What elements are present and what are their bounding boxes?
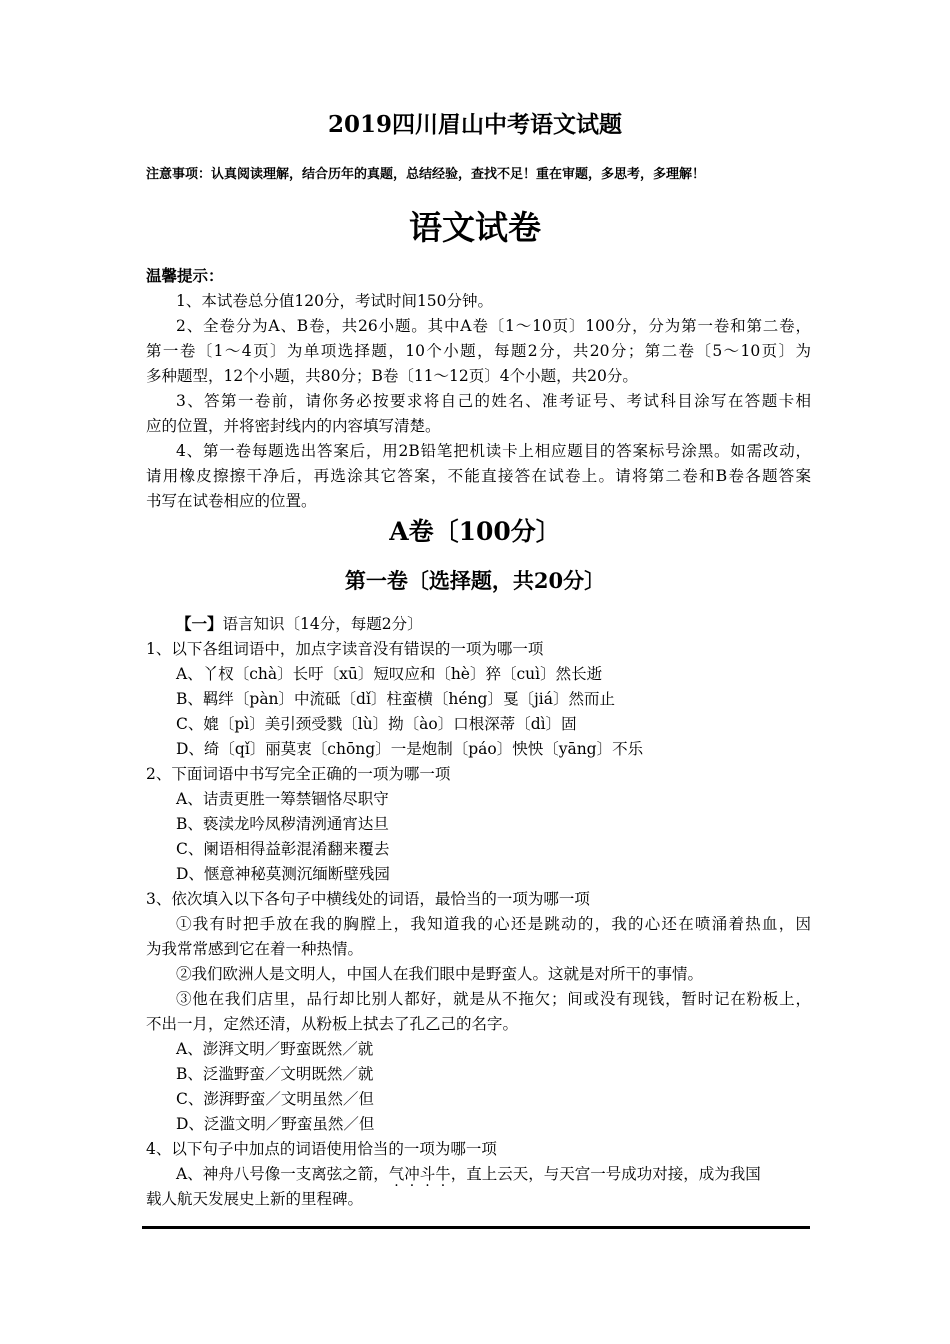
paper-title: 语文试卷 [409,208,541,247]
dotted-char: 斗 [419,1165,436,1183]
tips-heading: 温馨提示： [146,266,224,285]
tip-4-line-1: 4、第一卷每题选出答案后，用2B铅笔把机读卡上相应题目的答案标号涂黑。如需改动， [176,442,811,460]
q2-option-d: D、惬意神秘莫测沉缅断壁残园 [176,865,390,883]
q4-option-a-line-1 [176,1164,811,1184]
q1-option-b: B、羁绊〔pàn〕中流砥〔dǐ〕柱蛮横〔héng〕戛〔jiá〕然而止 [176,690,615,708]
dotted-char: 气 [388,1165,405,1183]
q3-sentence-3-line-2: 不出一月，定然还清，从粉板上拭去了孔乙己的名字。 [146,1015,519,1033]
q4-option-a-line-2: 载人航天发展史上新的里程碑。 [146,1190,364,1208]
page-footer-rule [142,1226,810,1229]
q3-option-b: B、泛滥野蛮／文明既然／就 [176,1065,374,1083]
tip-2-line-1: 2、全卷分为A、B卷，共26小题。其中A卷〔1～10页〕100分，分为第一卷和第二卷， [176,317,811,335]
part-1-title: 第一卷〔选择题，共20分〕 [344,568,606,593]
q3-option-d: D、泛滥文明／野蛮虽然／但 [176,1115,375,1133]
group-1-heading [176,614,811,634]
q3-option-a: A、澎湃文明／野蛮既然／就 [176,1040,374,1058]
tip-2-line-2: 第一卷〔1～4页〕为单项选择题，10个小题，每题2分，共20分；第二卷〔5～10页〕为 [146,342,811,360]
q3-stem: 3、依次填入以下各句子中横线处的词语，最恰当的一项为哪一项 [146,890,590,908]
tip-3-line-2: 应的位置，并将密封线内的内容填写清楚。 [146,417,441,435]
group-1-label: 【一】 [176,614,223,633]
tip-4-line-3: 书写在试卷相应的位置。 [146,492,317,510]
q2-option-a: A、诘责更胜一筹禁锢恪尽职守 [176,790,389,808]
q3-sentence-2: ②我们欧洲人是文明人，中国人在我们眼中是野蛮人。这就是对所干的事情。 [176,965,704,983]
q2-option-b: B、亵渎龙吟凤秽清洌通宵达旦 [176,815,389,833]
q1-stem: 1、以下各组词语中，加点字读音没有错误的一项为哪一项 [146,640,544,658]
dotted-char: 牛 [435,1165,451,1183]
tip-2-line-3: 多种题型，12个小题，共80分；B卷〔11～12页〕4个小题，共20分。 [146,367,638,385]
q4-option-a-suffix: ，直上云天，与天宫一号成功对接，成为我国 [450,1165,761,1183]
q1-option-d: D、绮〔qǐ〕丽莫衷〔chōng〕一是炮制〔páo〕怏怏〔yāng〕不乐 [176,740,644,758]
document-title: 2019四川眉山中考语文试题 [327,111,622,138]
q1-option-a: A、丫杈〔chà〕长吁〔xū〕短叹应和〔hè〕猝〔cuì〕然长逝 [176,665,603,683]
q3-sentence-3-line-1: ③他在我们店里，品行却比别人都好，就是从不拖欠；间或没有现钱，暂时记在粉板上， [176,990,811,1008]
dotted-char: 冲 [404,1165,420,1183]
q3-option-c: C、澎湃野蛮／文明虽然／但 [176,1090,374,1108]
q4-option-a-prefix: A、神舟八号像一支离弦之箭， [176,1165,389,1183]
q1-option-c: C、媲〔pì〕美引颈受戮〔lù〕拗〔ào〕口根深蒂〔dì〕固 [176,715,577,733]
tip-1: 1、本试卷总分值120分，考试时间150分钟。 [176,292,494,310]
group-1-text: 语言知识〔14分，每题2分〕 [222,615,423,633]
section-a-title: A卷〔100分〕 [389,517,561,546]
q4-stem: 4、以下句子中加点的词语使用恰当的一项为哪一项 [146,1140,497,1158]
q3-sentence-1-line-2: 为我常常感到它在着一种热情。 [146,940,364,958]
tip-4-line-2: 请用橡皮擦擦干净后，再选涂其它答案，不能直接答在试卷上。请将第二卷和B卷各题答案 [146,467,811,485]
tip-3-line-1: 3、答第一卷前，请你务必按要求将自己的姓名、准考证号、考试科目涂写在答题卡相 [176,392,811,410]
q2-stem: 2、下面词语中书写完全正确的一项为哪一项 [146,765,451,783]
notice-line: 注意事项：认真阅读理解，结合历年的真题，总结经验，查找不足！重在审题，多思考，多理解！ [146,167,706,182]
q2-option-c: C、阑语相得益彰混淆翻来覆去 [176,840,390,858]
q3-sentence-1-line-1: ①我有时把手放在我的胸膛上，我知道我的心还是跳动的，我的心还在喷涌着热血，因 [176,915,811,933]
